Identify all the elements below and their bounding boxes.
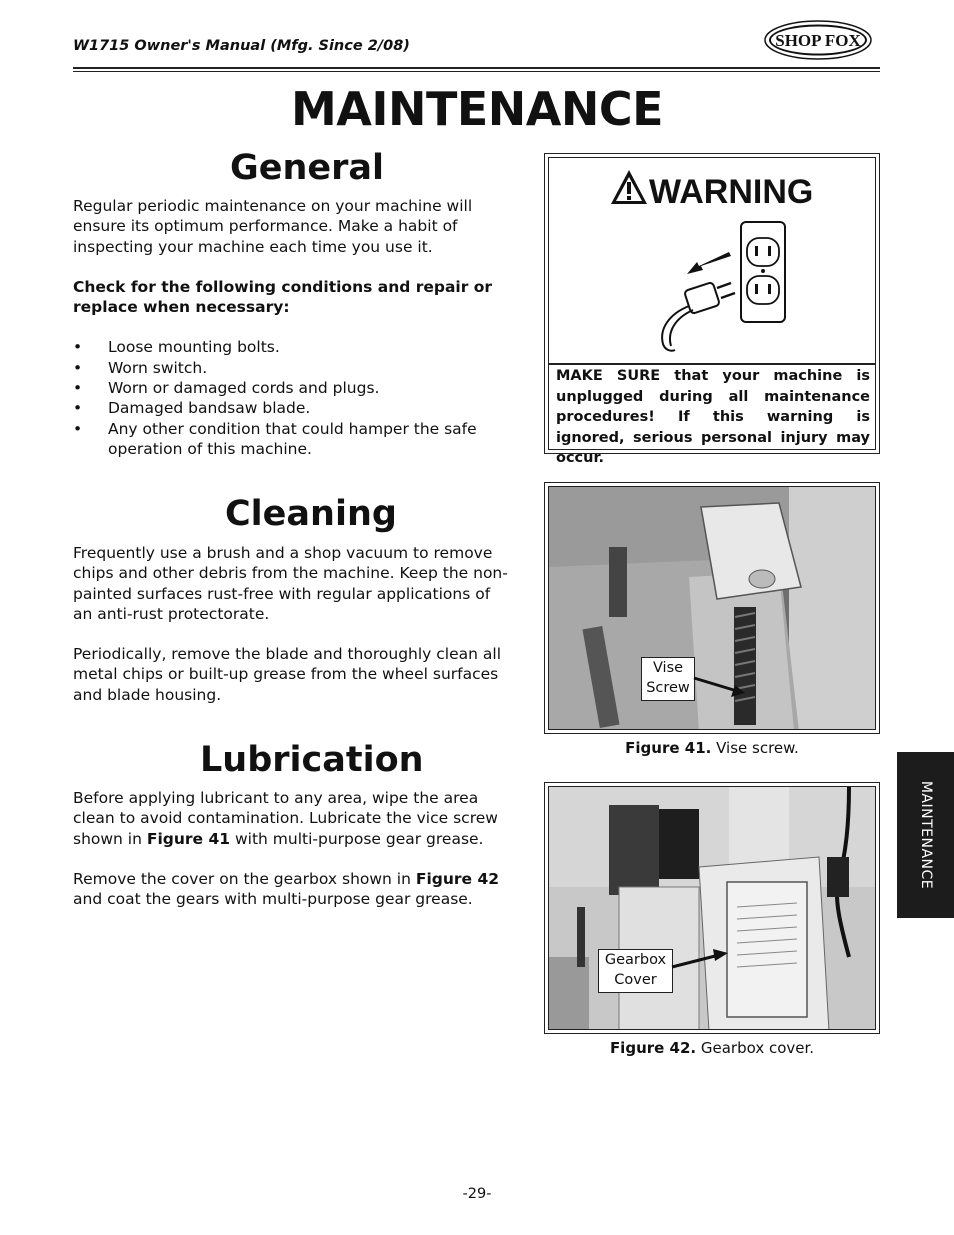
- manual-title: W1715 Owner's Manual (Mfg. Since 2/08): [73, 38, 410, 54]
- warning-box: [544, 153, 880, 466]
- header-rule-thin: [73, 71, 880, 72]
- warning-label: WARNING: [649, 173, 814, 210]
- list-item: • Worn switch.: [73, 358, 513, 378]
- lubrication-text: and coat the gears with multi-purpose gear grease.: [73, 890, 473, 909]
- callout-arrow-icon: [549, 487, 876, 730]
- list-item: • Any other condition that could hamper the safe operation of this machine.: [73, 419, 513, 460]
- callout-line: Vise: [652, 660, 684, 676]
- lubrication-section: [73, 788, 523, 909]
- logo-text: SHOP FOX: [775, 31, 861, 50]
- lubrication-text: Remove the cover on the gearbox shown in: [73, 869, 416, 888]
- callout-line: Gearbox: [604, 952, 667, 968]
- section-side-tab: [897, 752, 954, 918]
- warning-text: MAKE SURE that your machine is unplugged during all maintenance procedures! If this warning is ignored, serious personal injury may occur.: [556, 368, 870, 466]
- figure-42-ref: Figure 42: [415, 869, 500, 888]
- list-item: • Loose mounting bolts.: [73, 337, 513, 357]
- gearbox-cover-photo: [548, 786, 876, 1030]
- header-rule: [73, 67, 880, 69]
- list-item: • Worn or damaged cords and plugs.: [73, 378, 513, 398]
- general-heading: General: [230, 148, 384, 188]
- cleaning-section: [73, 543, 513, 705]
- lubrication-text: with multi-purpose gear grease.: [230, 829, 484, 848]
- general-check-label: Check for the following conditions and repair or replace when necessary:: [73, 277, 493, 317]
- cleaning-heading: Cleaning: [225, 494, 397, 534]
- warning-triangle-icon: [611, 170, 647, 204]
- caption-text: Gearbox cover.: [696, 1039, 815, 1057]
- figure-41-caption: [544, 739, 880, 757]
- lubrication-heading: Lubrication: [200, 740, 424, 780]
- callout-line: Cover: [614, 972, 657, 988]
- figure-42-caption: [544, 1039, 880, 1057]
- side-tab-label: MAINTENANCE: [917, 780, 934, 890]
- figure-41-ref: Figure 41: [146, 829, 231, 848]
- lubrication-para-1: [73, 788, 523, 849]
- figure-41: [544, 482, 880, 734]
- general-intro: Regular periodic maintenance on your machine will ensure its optimum performance. Make a habit of inspecting your machine each time you use it.: [73, 197, 473, 256]
- cleaning-para-1: Frequently use a brush and a shop vacuum to remove chips and other debris from the machine. Keep the non-painted surfaces rust-free with regular applications of an anti-rust protectorate.: [73, 544, 508, 623]
- lubrication-para-2: [73, 869, 523, 910]
- vise-screw-photo: [548, 486, 876, 730]
- cleaning-para-2: Periodically, remove the blade and thoroughly clean all metal chips or built-up grease from the wheel surfaces and blade housing.: [73, 645, 501, 704]
- warning-header: [549, 166, 875, 210]
- general-checklist: [73, 337, 513, 459]
- lubrication-text: Before applying lubricant to any area, wipe the area clean to avoid contamination. Lubricate the vice screw shown in: [73, 789, 498, 848]
- general-section: [73, 196, 513, 459]
- caption-label: Figure 42.: [609, 1039, 697, 1057]
- figure-42: [544, 782, 880, 1034]
- list-item: • Damaged bandsaw blade.: [73, 398, 513, 418]
- shop-fox-logo: [764, 20, 872, 60]
- page-title: MAINTENANCE: [290, 82, 664, 136]
- caption-label: Figure 41.: [625, 739, 712, 757]
- warning-divider: [549, 363, 875, 365]
- caption-text: Vise screw.: [711, 739, 799, 757]
- callout-arrow-icon: [549, 787, 876, 1030]
- unplug-illustration-icon: [649, 214, 789, 354]
- page-number: -29-: [462, 1186, 492, 1202]
- callout-line: Screw: [646, 680, 690, 696]
